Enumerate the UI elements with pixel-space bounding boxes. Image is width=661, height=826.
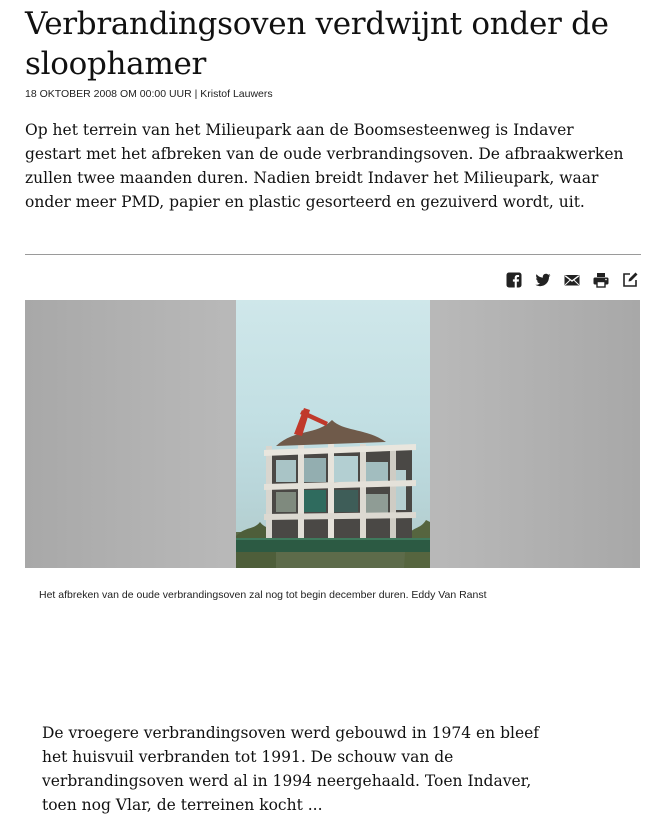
edit-icon[interactable] [621,271,639,289]
share-bar [505,270,639,290]
print-icon[interactable] [592,271,610,289]
photo-frame [25,300,640,568]
article-photo[interactable] [236,300,430,568]
facebook-icon[interactable] [505,271,523,289]
divider [25,254,641,255]
photo-caption: Het afbreken van de oude verbrandingsoven zal nog tot begin december duren. Eddy Van Ranst [39,589,487,601]
twitter-icon[interactable] [534,271,552,289]
article-body-teaser: De vroegere verbrandingsoven werd gebouwd in 1974 en bleef het huisvuil verbranden tot 1991. De schouw van de verbrandingsoven werd al in 1994 neergehaald. Toen Indaver, toen nog Vlar, de terreinen kocht ... [42,724,540,814]
article-title: Verbrandingsoven verdwijnt onder de sloophamer [25,6,609,82]
demolition-photo-illustration [236,300,430,568]
mail-icon[interactable] [563,271,581,289]
article-byline: 18 OKTOBER 2008 OM 00:00 UUR | Kristof Lauwers [25,88,273,100]
article-intro: Op het terrein van het Milieupark aan de Boomsesteenweg is Indaver gestart met het afbreken van de oude verbrandingsoven. De afbraakwerken zullen twee maanden duren. Nadien breidt Indaver het Milieupark, waar onder meer PMD, papier en plastic gesorteerd en gezuiverd wordt, uit. [25,121,624,211]
